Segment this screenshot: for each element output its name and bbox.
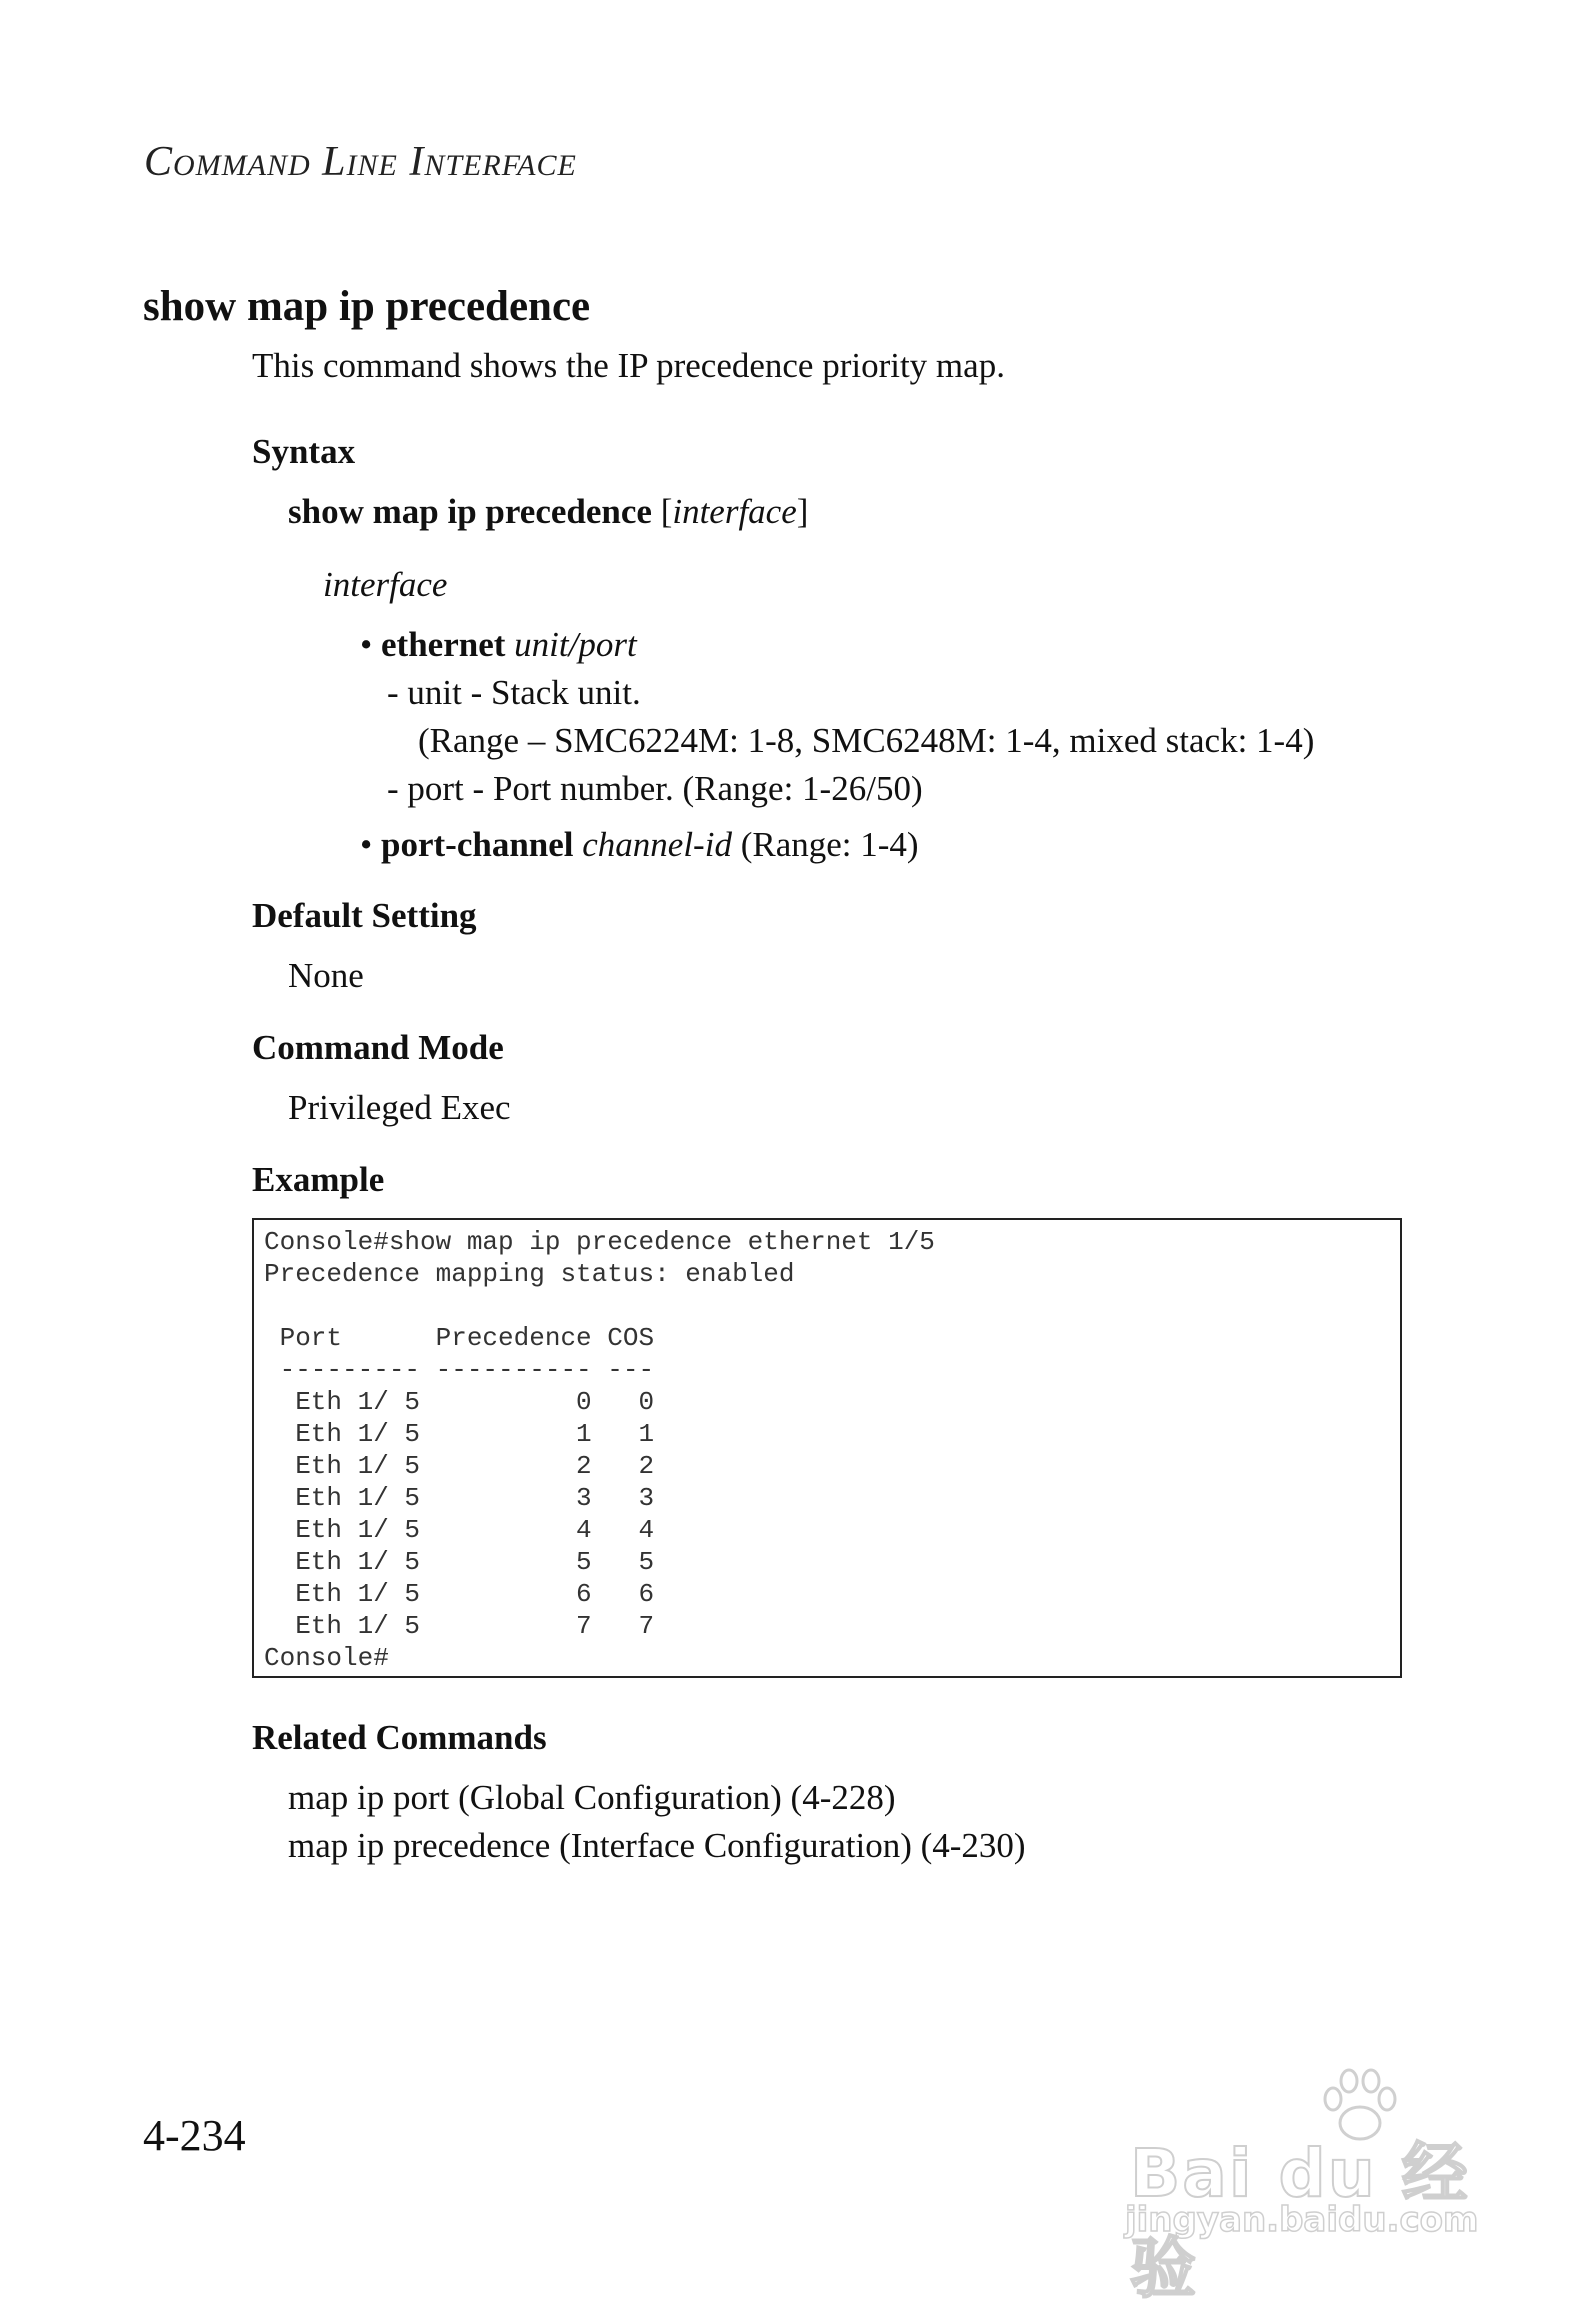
syntax-param: interface [672,492,797,531]
watermark-logo: Bai du 经验 [1130,2135,1470,2307]
example-heading: Example [252,1160,385,1199]
bullet-ethernet: • ethernet unit/port [360,625,637,664]
running-head: COMMAND LINE INTERFACE [144,139,577,185]
param-label: interface [323,565,448,604]
unit-line: - unit - Stack unit. [387,673,641,712]
unit-range: (Range – SMC6224M: 1-8, SMC6248M: 1-4, mixed stack: 1-4) [418,721,1315,760]
command-description: This command shows the IP precedence priority map. [252,346,1005,385]
command-mode-value: Privileged Exec [288,1088,511,1127]
example-code: Console#show map ip precedence ethernet 1/5 Precedence mapping status: enabled Port Precedence COS --------- ---------- --- Eth 1/ 5 0 0 Eth 1/ 5 1 1 Eth 1/ 5 2 2 Eth 1/ 5 3 3 Eth 1/ 5 4 4 Eth 1/ 5 5 5 Eth 1/ 5 6 6 Eth 1/ 5 7 7 Console# [264,1227,935,1673]
page-number: 4-234 [143,2111,246,2160]
example-code-box [252,1218,1402,1678]
watermark-url: jingyan.baidu.com [1125,2200,1479,2240]
default-setting-heading: Default Setting [252,896,477,935]
baidu-watermark [1115,2065,1495,2307]
command-mode-heading: Command Mode [252,1028,504,1067]
default-setting-value: None [288,956,364,995]
related-command-1: map ip port (Global Configuration) (4-228) [288,1778,896,1817]
syntax-command: show map ip precedence [288,492,652,531]
port-line: - port - Port number. (Range: 1-26/50) [387,769,923,808]
command-title: show map ip precedence [143,283,591,330]
bullet-port-channel: • port-channel channel-id (Range: 1-4) [360,825,919,864]
syntax-heading: Syntax [252,432,356,471]
syntax-line: show map ip precedence [interface] [288,492,809,531]
related-command-2: map ip precedence (Interface Configuration) (4-230) [288,1826,1026,1865]
related-commands-heading: Related Commands [252,1718,547,1757]
